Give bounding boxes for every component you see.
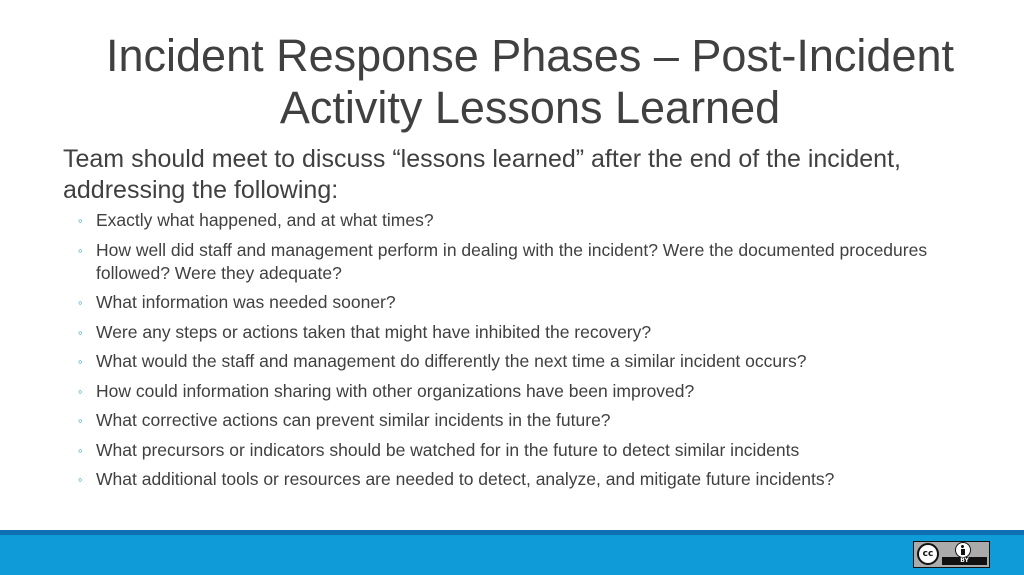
creative-commons-by-icon xyxy=(913,541,990,568)
slide-title: Incident Response Phases – Post-Incident Activity Lessons Learned xyxy=(105,30,954,133)
bullet-item xyxy=(78,350,958,373)
attribution-person-icon xyxy=(955,542,971,558)
bullet-icon: ◦ xyxy=(78,295,83,310)
bullet-text: Were any steps or actions taken that might have inhibited the recovery? xyxy=(96,321,652,342)
bullet-text: Exactly what happened, and at what times? xyxy=(96,210,434,230)
bullet-item xyxy=(78,321,958,344)
bullet-text: What precursors or indicators should be watched for in the future to detect similar incidents xyxy=(96,439,800,460)
bullet-icon: ◦ xyxy=(78,242,83,258)
bullet-text: What additional tools or resources are needed to detect, analyze, and mitigate future incidents? xyxy=(96,469,835,489)
bullet-item xyxy=(78,209,958,232)
bullet-icon: ◦ xyxy=(78,213,83,228)
bullet-text: How could information sharing with other organizations have been improved? xyxy=(96,380,695,401)
by-label: BY xyxy=(942,557,987,565)
bullet-text: What information was needed sooner? xyxy=(96,292,396,312)
bullet-item xyxy=(78,409,958,432)
footer-bar xyxy=(0,535,1024,575)
bullet-list xyxy=(78,209,958,498)
bullet-text: How well did staff and management perform in dealing with the incident? Were the documented procedures followed? Were they adequate? xyxy=(96,239,928,283)
bullet-icon: ◦ xyxy=(78,354,83,369)
bullet-item xyxy=(78,439,958,462)
bullet-icon: ◦ xyxy=(78,472,83,487)
bullet-text: What corrective actions can prevent similar incidents in the future? xyxy=(96,410,611,430)
bullet-text: What would the staff and management do differently the next time a similar incident occurs? xyxy=(96,351,807,371)
cc-logo-icon: cc xyxy=(917,543,939,565)
bullet-icon: ◦ xyxy=(78,324,83,340)
bullet-icon: ◦ xyxy=(78,413,83,428)
bullet-item xyxy=(78,291,958,314)
bullet-icon: ◦ xyxy=(78,383,83,399)
bullet-item xyxy=(78,468,958,491)
intro-paragraph: Team should meet to discuss “lessons learned” after the end of the incident, addressing the following: xyxy=(63,145,901,204)
bullet-icon: ◦ xyxy=(78,442,83,458)
bullet-item xyxy=(78,380,958,403)
bullet-item xyxy=(78,239,958,285)
